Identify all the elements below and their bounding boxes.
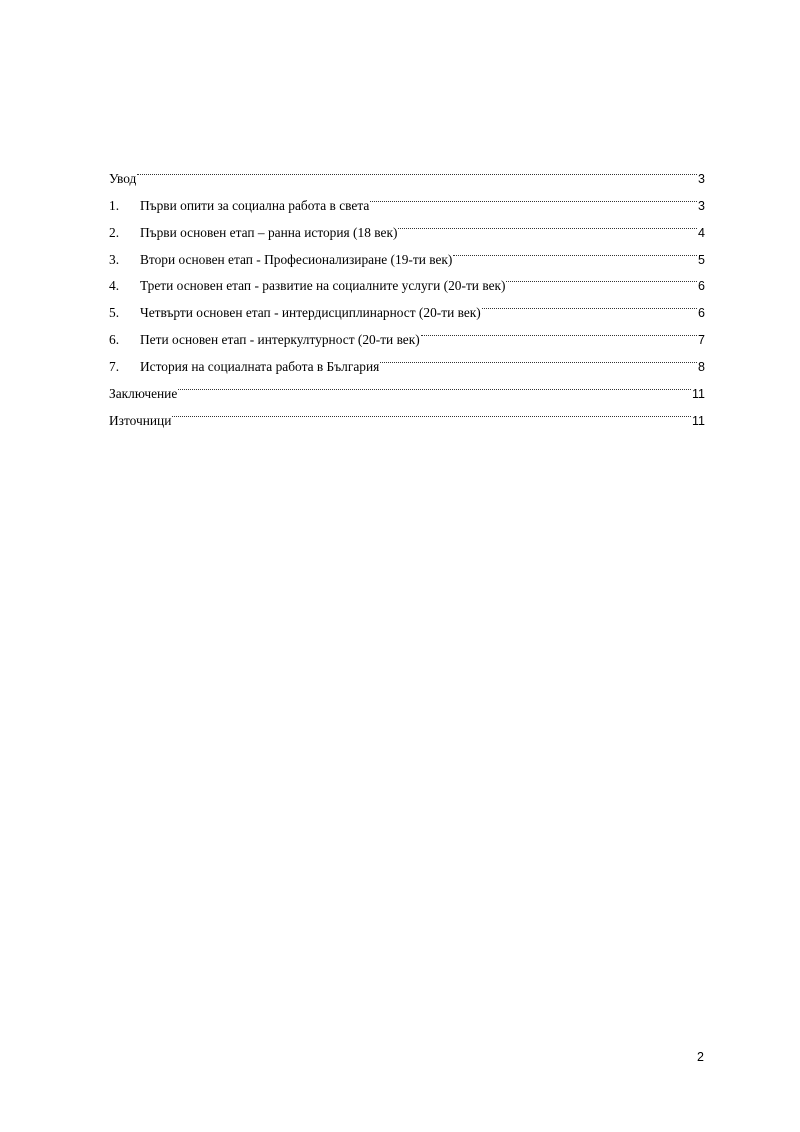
toc-entry-conclusion[interactable] <box>109 371 705 402</box>
toc-entry-page: 5 <box>698 252 705 267</box>
toc-entry-number: 2. <box>109 224 120 240</box>
toc-entry-number: 1. <box>109 197 120 213</box>
table-of-contents <box>109 156 705 428</box>
toc-entry-title: Пети основен етап - интеркултурност (20-ти век) <box>140 332 420 348</box>
toc-entry-title: История на социалната работа в България <box>140 359 380 375</box>
toc-dot-leader <box>506 264 697 291</box>
toc-entry-page: 4 <box>698 225 705 240</box>
toc-dot-leader <box>178 371 691 398</box>
toc-dot-leader <box>380 344 697 371</box>
toc-entry-number: 4. <box>109 278 120 294</box>
toc-entry-page: 7 <box>698 333 705 348</box>
toc-entry-number: 5. <box>109 305 120 321</box>
toc-entry-title: Четвърти основен етап - интердисциплинарност (20-ти век) <box>140 305 481 321</box>
toc-entry-page: 8 <box>698 360 705 375</box>
toc-entry-page: 11 <box>692 387 705 402</box>
toc-entry-sources[interactable] <box>109 398 705 428</box>
toc-dot-leader <box>137 156 697 183</box>
toc-dot-leader <box>370 183 697 210</box>
toc-entry-number: 6. <box>109 332 120 348</box>
toc-entry-intro[interactable] <box>109 156 705 186</box>
toc-dot-leader <box>172 398 691 425</box>
toc-entry-title: Втори основен етап - Професионализиране (19-ти век) <box>140 251 453 267</box>
toc-dot-leader <box>421 317 697 344</box>
toc-entry-title: Първи основен етап – ранна история (18 век) <box>140 224 398 240</box>
toc-dot-leader <box>398 210 697 237</box>
toc-entry-page: 6 <box>698 279 705 294</box>
toc-entry-title: Заключение <box>109 386 178 402</box>
toc-entry-title: Трети основен етап - развитие на социалните услуги (20-ти век) <box>140 278 506 294</box>
toc-entry-page: 3 <box>698 171 705 186</box>
toc-entry-number: 3. <box>109 251 120 267</box>
page-number: 2 <box>697 1050 704 1064</box>
toc-entry-1[interactable] <box>109 183 705 213</box>
toc-entry-title: Първи опити за социална работа в света <box>140 197 370 213</box>
toc-entry-number: 7. <box>109 359 120 375</box>
toc-dot-leader <box>453 237 697 264</box>
toc-entry-page: 11 <box>692 413 705 428</box>
toc-dot-leader <box>482 290 697 317</box>
toc-entry-title: Увод <box>109 170 137 186</box>
toc-entry-page: 6 <box>698 306 705 321</box>
toc-entry-title: Източници <box>109 412 172 428</box>
toc-entry-page: 3 <box>698 198 705 213</box>
